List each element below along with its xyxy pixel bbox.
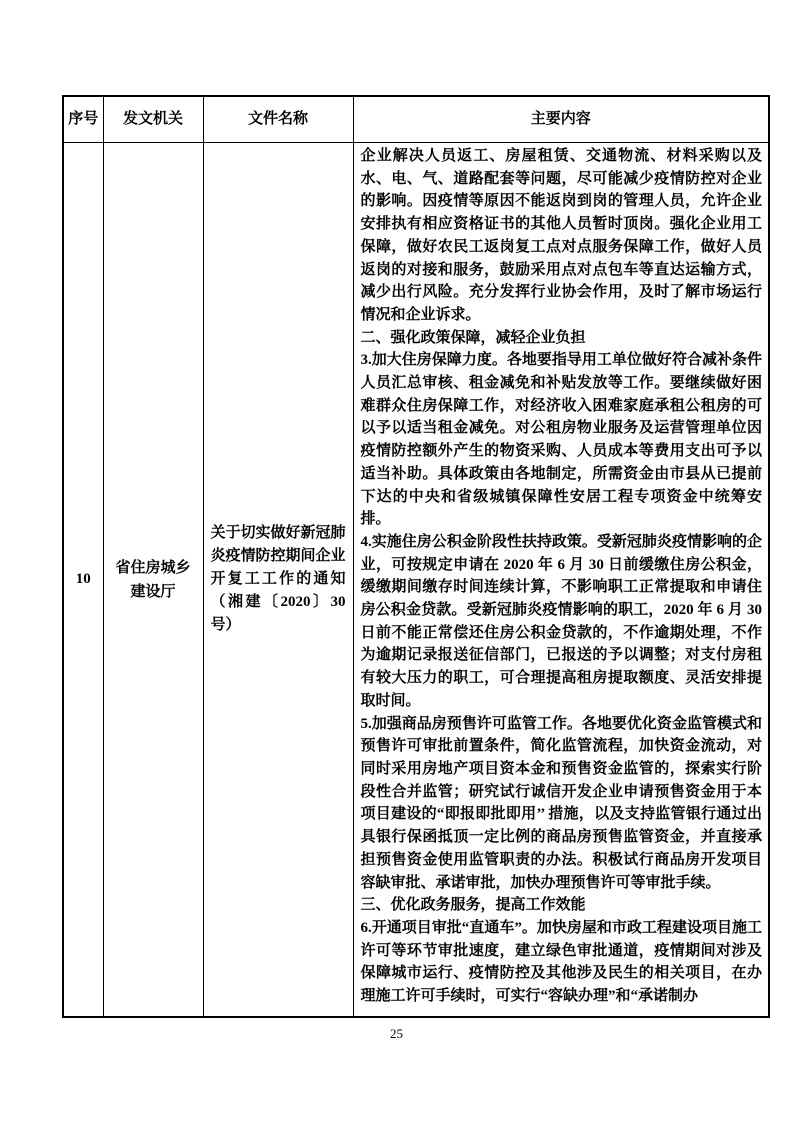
agency-name: 省住房城乡建设厅 bbox=[115, 559, 191, 600]
content-paragraph: 5.加强商品房预售许可监管工作。各地要优化资金监管模式和预售许可审批前置条件，简化监管流程，加快资金流动，对同时采用房地产项目资本金和预售资金监管的，探索实行阶段性合并监管；研究试行诚信开发企业申请预售资金用于本项目建设的“即报即批即用’’ 措施，以及支持监管银行通过出具银行保函抵顶一定比例的商品房预售监管资金，并直接承担预售资金使用监管职责的办法。积极试行商品房开发项目容缺审批、承诺审批，加快办理预售许可等审批手续。 bbox=[360, 715, 762, 891]
content-paragraph: 3.加大住房保障力度。各地要指导用工单位做好符合减补条件人员汇总审核、租金减免和补贴发放等工作。要继续做好困难群众住房保障工作，对经济收入困难家庭承租公租房的可以予以适当租金减免。对公租房物业服务及运营管理单位因疫情防控额外产生的物资采购、人员成本等费用支出可予以适当补助。具体政策由各地制定，所需资金由市县从已提前下达的中央和省级城镇保障性安居工程专项资金中统筹安排。 bbox=[360, 352, 762, 528]
cell-document-title bbox=[203, 143, 353, 1018]
cell-seq-number: 10 bbox=[63, 143, 103, 1018]
page-number: 25 bbox=[390, 1026, 403, 1041]
policy-documents-table bbox=[62, 95, 770, 1018]
table-row bbox=[63, 143, 769, 1018]
cell-main-content bbox=[353, 143, 769, 1018]
content-paragraph: 6.开通项目审批“直通车”。加快房屋和市政工程建设项目施工许可等环节审批速度，建立绿色审批通道，疫情期间对涉及保障城市运行、疫情防控及其他涉及民生的相关项目，在办理施工许可手续时，可实行“容缺办理”和“承诺制办 bbox=[360, 919, 762, 1005]
content-paragraph: 企业解决人员返工、房屋租赁、交通物流、材料采购以及水、电、气、道路配套等问题，尽可能减少疫情防控对企业的影响。因疫情等原因不能返岗到岗的管理人员，允许企业安排执有相应资格证书的其他人员暂时顶岗。强化企业用工保障，做好农民工返岗复工点对点服务保障工作，做好人员返岗的对接和服务，鼓励采用点对点包车等直达运输方式，减少出行风险。充分发挥行业协会作用，及时了解市场运行情况和企业诉求。 bbox=[360, 148, 762, 323]
column-header-agency: 发文机关 bbox=[103, 96, 203, 143]
column-header-main-content: 主要内容 bbox=[353, 96, 769, 143]
column-header-seq: 序号 bbox=[63, 96, 103, 143]
document-title: 关于切实做好新冠肺炎疫情防控期间企业开复工工作的通知（湘建〔2020〕30号） bbox=[210, 525, 346, 633]
cell-issuing-agency bbox=[103, 143, 203, 1018]
content-section-heading: 二、强化政策保障，减轻企业负担 bbox=[360, 329, 586, 346]
content-paragraph: 4.实施住房公积金阶段性扶持政策。受新冠肺炎疫情影响的企业，可按规定申请在 2020 年 6 月 30 日前缓缴住房公积金，缓缴期间缴存时间连续计算，不影响职工正常提取和申请住房公积金贷款。受新冠肺炎疫情影响的职工，2020 年 6 月 30 日前不能正常偿还住房公积金贷款的，不作逾期处理，不作为逾期记录报送征信部门，已报送的予以调整；对支付房租有较大压力的职工，可合理提高租房提取额度、灵活安排提取时间。 bbox=[360, 533, 762, 709]
table-header-row bbox=[63, 96, 769, 143]
content-section-heading: 三、优化政务服务，提高工作效能 bbox=[360, 897, 586, 914]
column-header-doc-title: 文件名称 bbox=[203, 96, 353, 143]
